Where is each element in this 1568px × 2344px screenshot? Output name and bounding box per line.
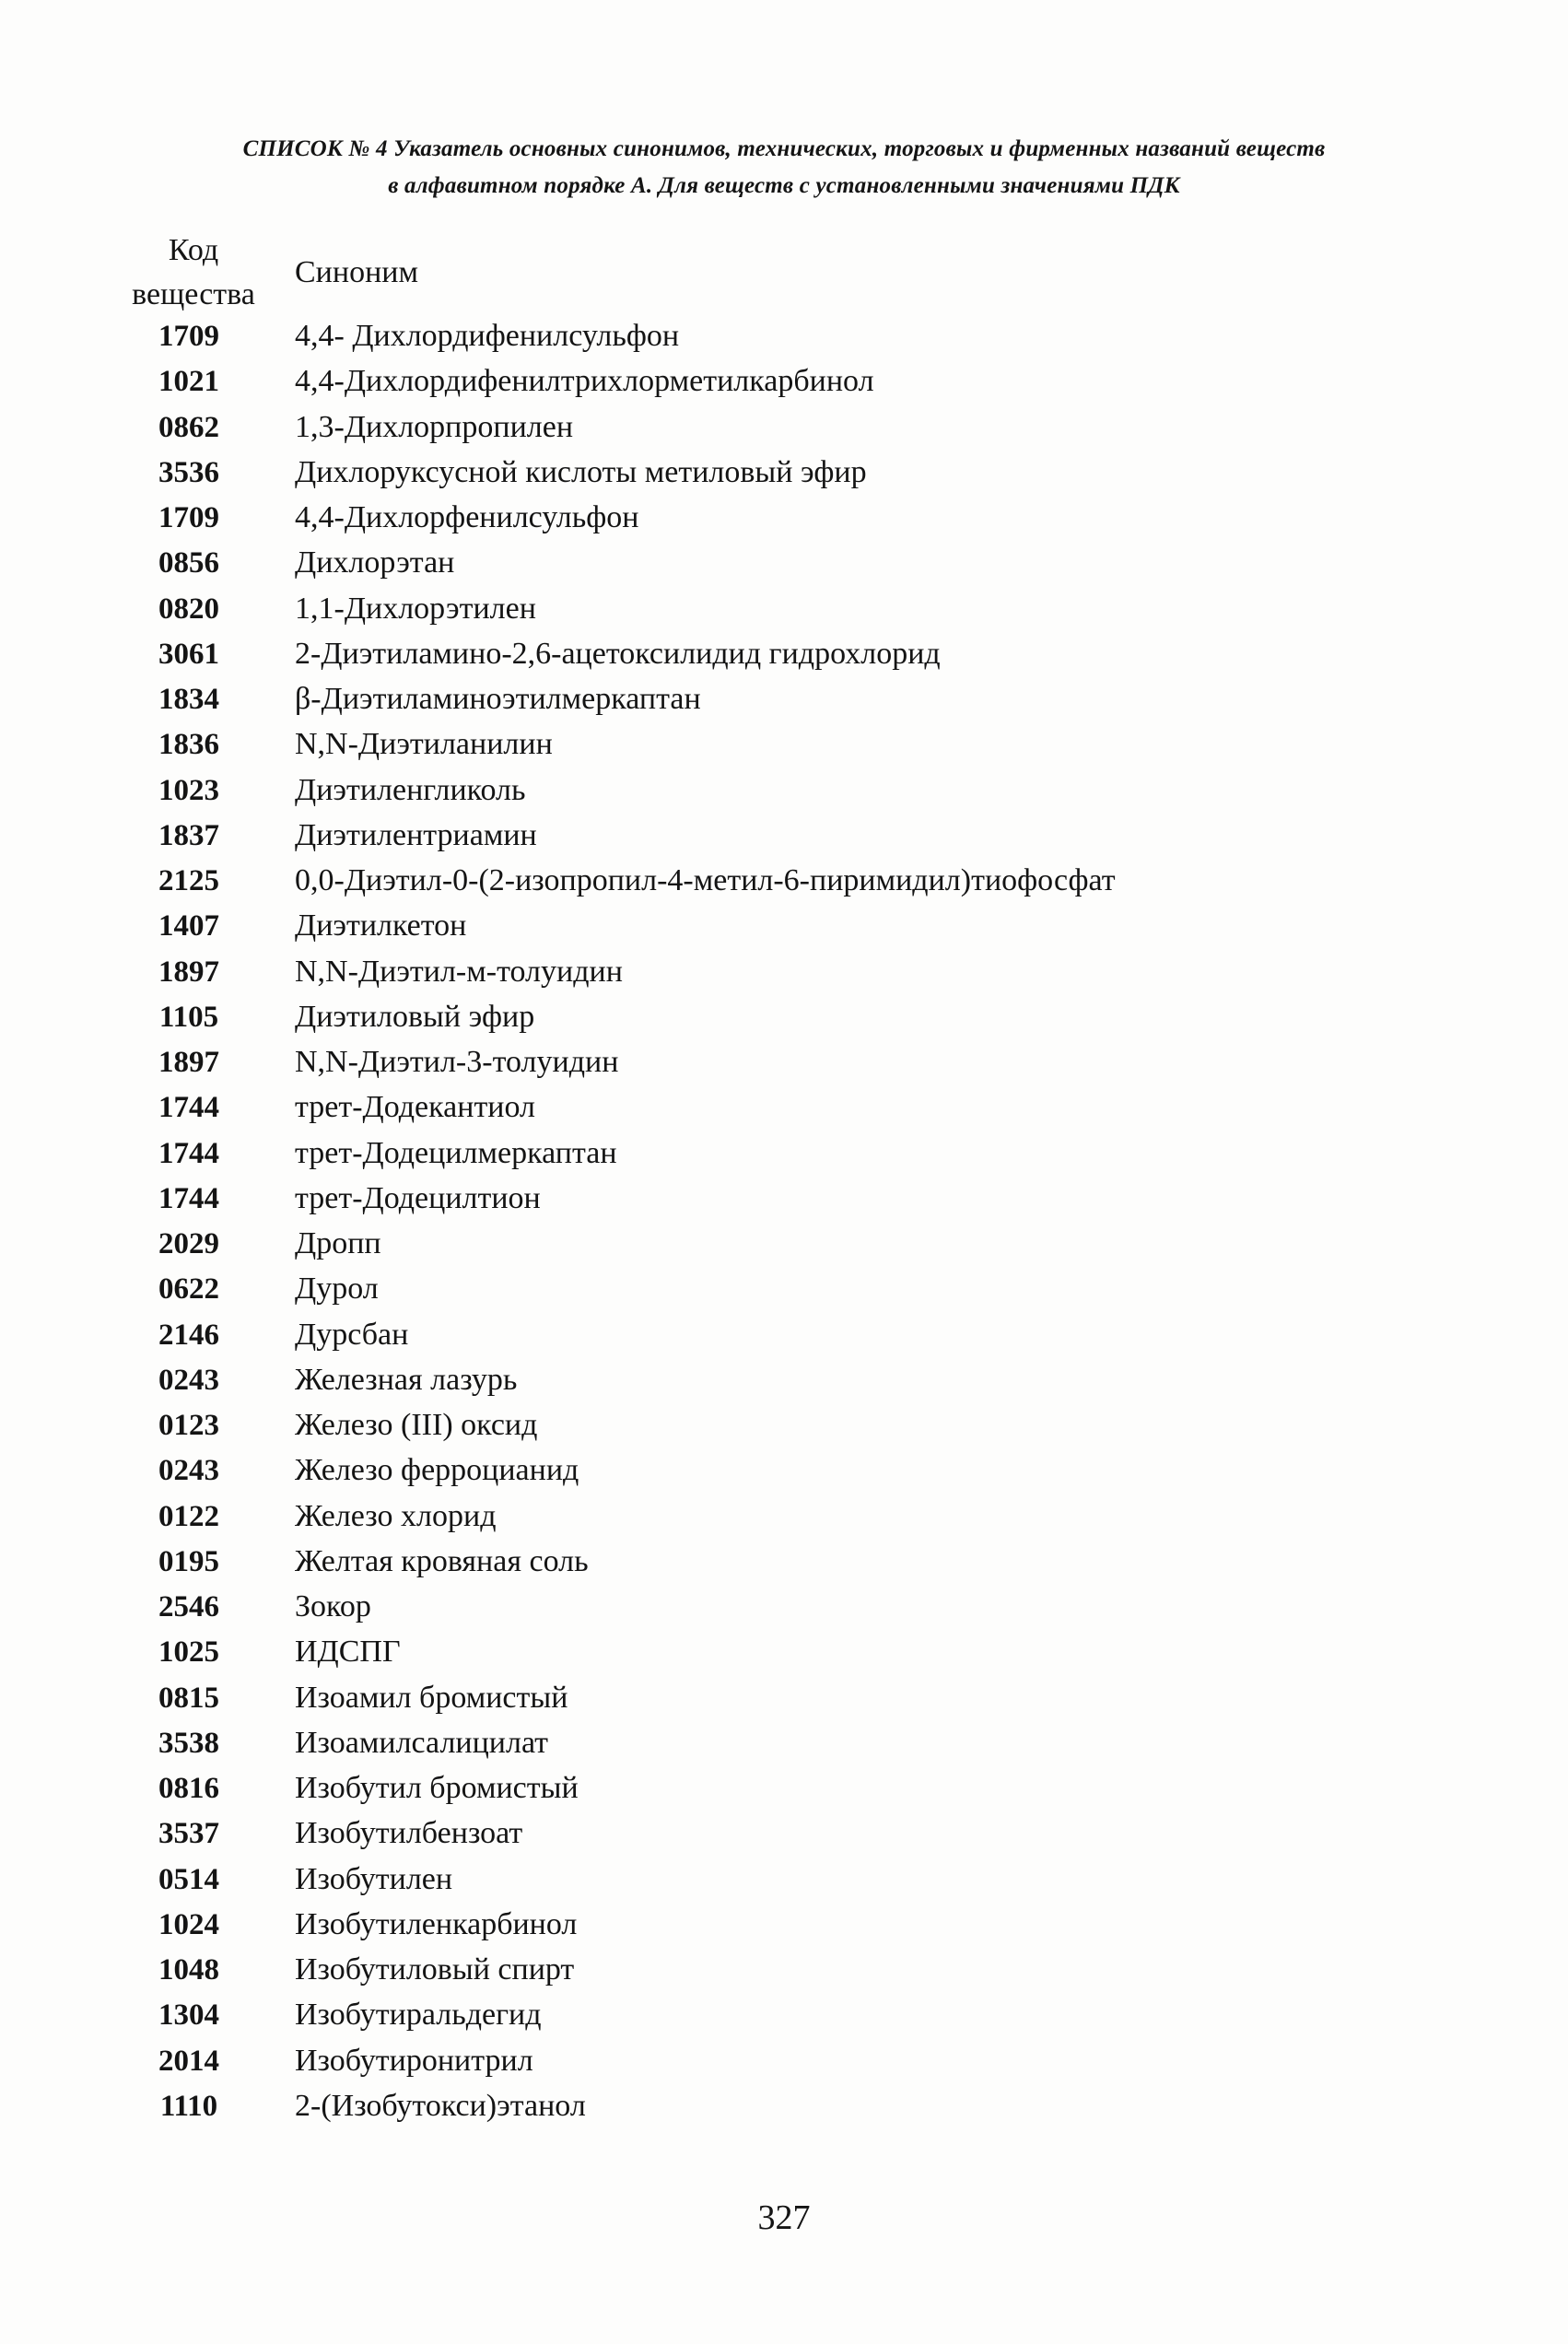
table-row xyxy=(0,1177,1568,1222)
substance-code: 1110 xyxy=(159,2089,218,2123)
synonym-name: 1,3-Дихлорпропилен xyxy=(295,409,574,444)
synonym-name: Дихлоруксусной кислоты метиловый эфир xyxy=(295,454,867,489)
synonym-name: Изобутилбензоат xyxy=(295,1816,523,1851)
table-row xyxy=(0,677,1568,722)
table-row xyxy=(0,1676,1568,1721)
substance-code: 0862 xyxy=(158,410,219,444)
substance-code: 3538 xyxy=(158,1726,219,1760)
table-row xyxy=(0,1630,1568,1675)
substance-code: 0622 xyxy=(158,1272,219,1307)
list-caption-line-1: СПИСОК № 4 Указатель основных синонимов, технических, торговых и фирменных названий веществ xyxy=(242,136,1326,161)
table-row xyxy=(0,2039,1568,2084)
table-row xyxy=(0,1948,1568,1993)
table-row xyxy=(0,359,1568,404)
synonym-name: 2-Диэтиламино-2,6-ацетоксилидид гидрохлорид xyxy=(295,636,941,671)
table-row xyxy=(0,1358,1568,1403)
synonym-name: трет-Додецилтион xyxy=(295,1180,541,1215)
table-row xyxy=(0,904,1568,949)
table-row xyxy=(0,859,1568,904)
column-header-code-line-2: вещества xyxy=(132,277,255,311)
table-row xyxy=(0,2084,1568,2129)
table-row xyxy=(0,451,1568,496)
substance-code: 1048 xyxy=(158,1953,219,1987)
substance-code: 0122 xyxy=(158,1499,219,1533)
table-row xyxy=(0,632,1568,677)
substance-code: 2125 xyxy=(158,864,219,897)
table-row xyxy=(0,314,1568,359)
table-row xyxy=(0,1766,1568,1811)
synonym-name: Диэтиловый эфир xyxy=(295,999,535,1034)
substance-code: 0816 xyxy=(158,1772,219,1805)
substance-code: 0514 xyxy=(158,1862,219,1896)
list-caption-line-2: в алфавитном порядке А. Для веществ с установленными значениями ПДК xyxy=(388,173,1180,198)
substance-code: 2014 xyxy=(158,2044,219,2078)
substance-code: 1837 xyxy=(158,818,219,852)
synonym-name: Изобутил бромистый xyxy=(295,1771,579,1805)
table-row xyxy=(0,1903,1568,1948)
synonym-name: Железо хлорид xyxy=(295,1498,497,1533)
substance-code: 1744 xyxy=(158,1136,219,1170)
table-row xyxy=(0,1858,1568,1903)
table-row xyxy=(0,995,1568,1040)
table-row xyxy=(0,1267,1568,1312)
table-row xyxy=(0,496,1568,541)
synonym-name: Изоамилсалицилат xyxy=(295,1725,549,1760)
synonym-name: 4,4- Дихлордифенилсульфон xyxy=(295,319,680,353)
substance-code: 1834 xyxy=(158,683,219,716)
synonym-name: Изобутиловый спирт xyxy=(295,1952,575,1987)
substance-code: 0243 xyxy=(158,1363,219,1397)
synonym-name: Железная лазурь xyxy=(295,1362,518,1397)
substance-code: 3536 xyxy=(158,455,219,489)
substance-code: 1025 xyxy=(158,1635,219,1670)
table-row xyxy=(0,1494,1568,1540)
table-row xyxy=(0,541,1568,586)
substance-code: 1023 xyxy=(158,773,219,807)
synonym-name: Изобутилен xyxy=(295,1861,453,1896)
substance-code: 0856 xyxy=(158,546,219,580)
table-row xyxy=(0,1403,1568,1448)
table-row xyxy=(0,722,1568,768)
substance-code: 0123 xyxy=(158,1409,219,1442)
synonym-name: N,N-Диэтиланилин xyxy=(295,727,553,762)
table-row xyxy=(0,405,1568,451)
table-row xyxy=(0,1993,1568,2038)
synonym-name: трет-Додецилмеркаптан xyxy=(295,1135,617,1170)
synonym-name: N,N-Диэтил-м-толуидин xyxy=(295,954,623,989)
synonym-name: 4,4-Дихлордифенилтрихлорметилкарбинол xyxy=(295,364,874,399)
synonym-name: Изобутиронитрил xyxy=(295,2043,533,2078)
column-header-code xyxy=(111,229,276,317)
column-header-code-line-1: Код xyxy=(168,233,219,267)
column-header-synonym: Синоним xyxy=(295,255,418,289)
table-row xyxy=(0,1540,1568,1585)
synonym-name: Железо ферроцианид xyxy=(295,1453,579,1488)
synonym-name: β-Диэтиламиноэтилмеркаптан xyxy=(295,682,701,716)
synonym-name: Зокор xyxy=(295,1589,371,1623)
synonym-name: Диэтилкетон xyxy=(295,908,467,943)
table-row xyxy=(0,1131,1568,1177)
synonym-name: 0,0-Диэтил-0-(2-изопропил-4-метил-6-пиримидил)тиофосфат xyxy=(295,863,1116,897)
substance-code: 1897 xyxy=(158,1046,219,1079)
synonym-name: Диэтилентриамин xyxy=(295,817,537,852)
substance-code: 0815 xyxy=(158,1681,219,1715)
substance-code: 1709 xyxy=(158,501,219,534)
substance-code: 3061 xyxy=(158,637,219,671)
synonym-name: Дропп xyxy=(295,1226,381,1260)
substance-code: 1836 xyxy=(158,728,219,762)
substance-code: 1744 xyxy=(158,1181,219,1215)
table-row xyxy=(0,1085,1568,1131)
synonym-name: N,N-Диэтил-3-толуидин xyxy=(295,1045,619,1079)
table-row xyxy=(0,950,1568,995)
substance-code: 1709 xyxy=(158,320,219,353)
synonym-name: 4,4-Дихлорфенилсульфон xyxy=(295,500,639,534)
synonym-name: Изоамил бромистый xyxy=(295,1680,568,1715)
synonym-name: Дурсбан xyxy=(295,1317,409,1352)
table-row xyxy=(0,1585,1568,1630)
substance-code: 1024 xyxy=(158,1907,219,1941)
synonym-name: Дихлорэтан xyxy=(295,545,455,580)
table-row xyxy=(0,768,1568,814)
table-row xyxy=(0,1448,1568,1494)
table-row xyxy=(0,1040,1568,1085)
substance-code: 1304 xyxy=(158,1998,219,2033)
table-row xyxy=(0,1222,1568,1267)
synonym-name: Желтая кровяная соль xyxy=(295,1543,589,1578)
synonym-name: Железо (III) оксид xyxy=(295,1408,538,1442)
table-row xyxy=(0,1811,1568,1857)
substance-code: 0243 xyxy=(158,1454,219,1488)
substance-code: 2546 xyxy=(158,1590,219,1623)
synonym-name: 2-(Изобутокси)этанол xyxy=(295,2088,586,2123)
substance-code: 1407 xyxy=(158,909,219,943)
substance-code: 3537 xyxy=(158,1817,219,1851)
synonym-name: Изобутиленкарбинол xyxy=(295,1906,578,1941)
substance-code: 0195 xyxy=(158,1544,219,1578)
substance-code: 1105 xyxy=(158,1000,219,1034)
synonym-name: 1,1-Дихлорэтилен xyxy=(295,591,536,626)
substance-code: 0820 xyxy=(158,592,219,626)
synonym-name: ИДСПГ xyxy=(295,1635,401,1670)
substance-code: 2029 xyxy=(158,1227,219,1260)
substance-code: 1897 xyxy=(158,955,219,989)
table-row xyxy=(0,587,1568,632)
table-row xyxy=(0,1721,1568,1766)
synonym-name: Диэтиленгликоль xyxy=(295,772,526,807)
page-number: 327 xyxy=(757,2198,811,2237)
synonym-name: Изобутиральдегид xyxy=(295,1998,542,2033)
table-row xyxy=(0,814,1568,859)
synonym-table xyxy=(0,314,1568,2129)
table-row xyxy=(0,1313,1568,1358)
synonym-name: Дурол xyxy=(295,1272,379,1307)
substance-code: 2146 xyxy=(158,1318,219,1352)
synonym-name: трет-Додекантиол xyxy=(295,1090,536,1125)
substance-code: 1744 xyxy=(158,1091,219,1125)
substance-code: 1021 xyxy=(158,365,219,399)
